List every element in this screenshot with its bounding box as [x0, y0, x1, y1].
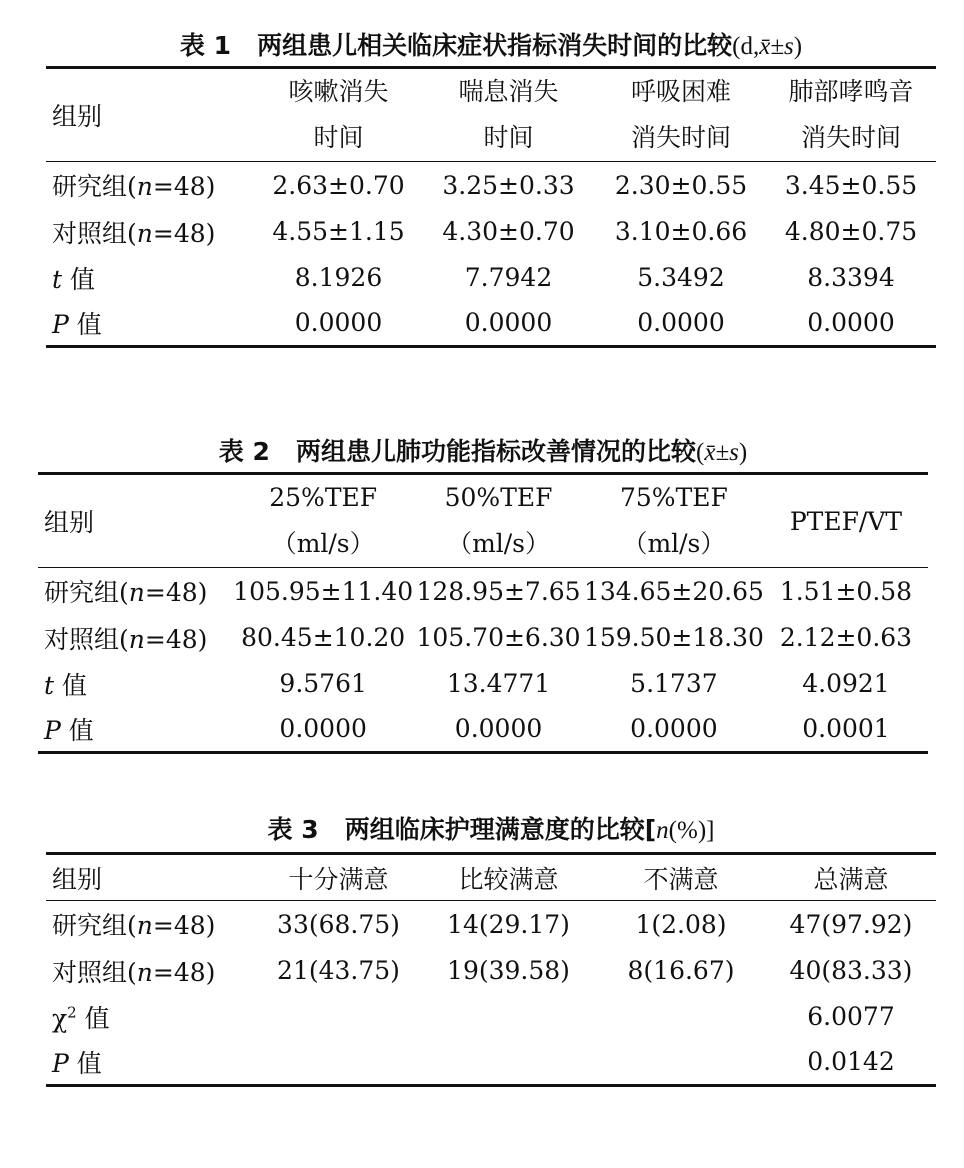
cell: 40(83.33) — [789, 956, 913, 985]
caption-prefix: 表 3 — [267, 815, 319, 844]
row-label: P 值 — [52, 309, 102, 339]
cell: 47(97.92) — [789, 909, 913, 939]
cell: 0.0000 — [630, 714, 718, 744]
column-header: 喘息消失 时间 — [421, 68, 596, 162]
row-label: 对照组(n=48) — [44, 624, 208, 654]
cell: 80.45±10.20 — [241, 623, 406, 652]
caption-prefix: 表 1 — [179, 31, 231, 60]
cell: 5.3492 — [637, 263, 725, 292]
column-header: 总满意 — [766, 854, 936, 901]
cell: 1(2.08) — [635, 909, 727, 939]
caption-close: (%)] — [668, 817, 715, 844]
table-row — [46, 901, 936, 948]
cell: 33(68.75) — [277, 909, 400, 939]
table-3-caption — [46, 810, 936, 852]
caption-title: 两组患儿相关临床症状指标消失时间的比较 — [257, 31, 733, 60]
cell: 105.70±6.30 — [416, 623, 581, 652]
cell: 0.0001 — [802, 714, 890, 744]
column-header: 十分满意 — [256, 854, 421, 901]
cell: 0.0000 — [454, 714, 543, 744]
cell: 7.7942 — [464, 263, 553, 292]
row-label: $\chi^2$ 值 — [52, 1003, 110, 1033]
cell: 8.3394 — [807, 263, 895, 292]
cell: 5.1737 — [630, 669, 718, 698]
table-row — [38, 661, 928, 707]
cell: 2.63±0.70 — [272, 170, 405, 200]
caption-title: 两组患儿肺功能指标改善情况的比较 — [296, 437, 697, 466]
header-group: 组别 — [46, 68, 256, 162]
table-row — [46, 301, 936, 347]
cell: 0.0000 — [807, 308, 895, 338]
cell: 3.10±0.66 — [614, 217, 748, 246]
table-row — [38, 568, 928, 615]
cell: 21(43.75) — [277, 956, 400, 985]
column-header: 肺部哮鸣音 消失时间 — [766, 68, 936, 162]
table-2-grid — [38, 472, 928, 754]
cell: 0.0000 — [637, 308, 725, 338]
cell: 3.25±0.33 — [442, 170, 575, 200]
caption-close: ) — [738, 439, 748, 466]
cell: 4.30±0.70 — [442, 217, 575, 246]
cell: 13.4771 — [446, 669, 551, 698]
header-row — [46, 854, 936, 901]
column-header: PTEF/VT — [764, 474, 928, 568]
table-row — [38, 707, 928, 753]
row-label: 研究组(n=48) — [52, 172, 216, 202]
table-3 — [46, 810, 936, 1087]
cell: 1.51±0.58 — [779, 576, 913, 606]
cell: 105.95±11.40 — [233, 576, 414, 606]
row-label: P 值 — [44, 715, 94, 745]
cell: 4.55±1.15 — [272, 217, 405, 246]
table-row — [46, 948, 936, 994]
cell: 19(39.58) — [447, 956, 570, 985]
cell: 159.50±18.30 — [583, 623, 764, 652]
caption-stat: x̄±s — [759, 33, 794, 60]
cell: 4.80±0.75 — [784, 217, 918, 246]
cell — [596, 994, 766, 1040]
column-header: 50%TEF （ml/s） — [413, 474, 584, 568]
cell: 14(29.17) — [447, 909, 570, 939]
column-header: 75%TEF （ml/s） — [584, 474, 764, 568]
caption-unit: ( — [696, 439, 705, 466]
table-row — [46, 209, 936, 255]
cell: 0.0000 — [464, 308, 553, 338]
cell — [421, 994, 596, 1040]
row-label: 研究组(n=48) — [52, 911, 216, 941]
column-header: 不满意 — [596, 854, 766, 901]
cell: 3.45±0.55 — [784, 170, 918, 200]
column-header: 25%TEF （ml/s） — [233, 474, 413, 568]
caption-prefix: 表 2 — [218, 437, 270, 466]
header-row — [38, 474, 928, 568]
row-label: t 值 — [52, 264, 95, 294]
caption-unit: (d, — [732, 33, 760, 60]
cell: 8.1926 — [294, 263, 383, 292]
table-2 — [38, 434, 928, 754]
row-label: 研究组(n=48) — [44, 578, 208, 608]
table-3-grid — [46, 852, 936, 1087]
cell: 8(16.67) — [627, 956, 735, 985]
caption-stat: n — [656, 817, 669, 844]
column-header: 咳嗽消失 时间 — [256, 68, 421, 162]
cell — [421, 1040, 596, 1086]
table-1-caption — [46, 28, 936, 66]
cell: 6.0077 — [807, 1002, 895, 1031]
row-label: 对照组(n=48) — [52, 957, 216, 987]
caption-close: ) — [793, 33, 803, 60]
cell: 134.65±20.65 — [583, 576, 764, 606]
cell: 128.95±7.65 — [416, 576, 581, 606]
cell: 0.0142 — [807, 1047, 895, 1077]
row-label: t 值 — [44, 670, 87, 700]
cell — [256, 1040, 421, 1086]
cell: 4.0921 — [802, 669, 890, 698]
cell: 9.5761 — [279, 669, 367, 698]
table-1 — [46, 28, 936, 348]
cell: 0.0000 — [294, 308, 383, 338]
header-group: 组别 — [38, 474, 233, 568]
row-label: P 值 — [52, 1048, 102, 1078]
cell: 2.12±0.63 — [779, 623, 913, 652]
table-row — [38, 615, 928, 661]
caption-stat: x̄±s — [704, 439, 739, 466]
cell — [256, 994, 421, 1040]
column-header: 比较满意 — [421, 854, 596, 901]
table-2-caption — [38, 434, 928, 472]
cell — [596, 1040, 766, 1086]
header-row — [46, 68, 936, 162]
cell: 2.30±0.55 — [614, 170, 748, 200]
row-label: 对照组(n=48) — [52, 218, 216, 248]
header-group: 组别 — [46, 854, 256, 901]
table-row — [46, 162, 936, 209]
cell: 0.0000 — [279, 714, 367, 744]
table-1-grid — [46, 66, 936, 348]
table-row — [46, 255, 936, 301]
column-header: 呼吸困难 消失时间 — [596, 68, 766, 162]
table-row — [46, 994, 936, 1040]
table-row — [46, 1040, 936, 1086]
caption-title: 两组临床护理满意度的比较[ — [344, 815, 657, 844]
